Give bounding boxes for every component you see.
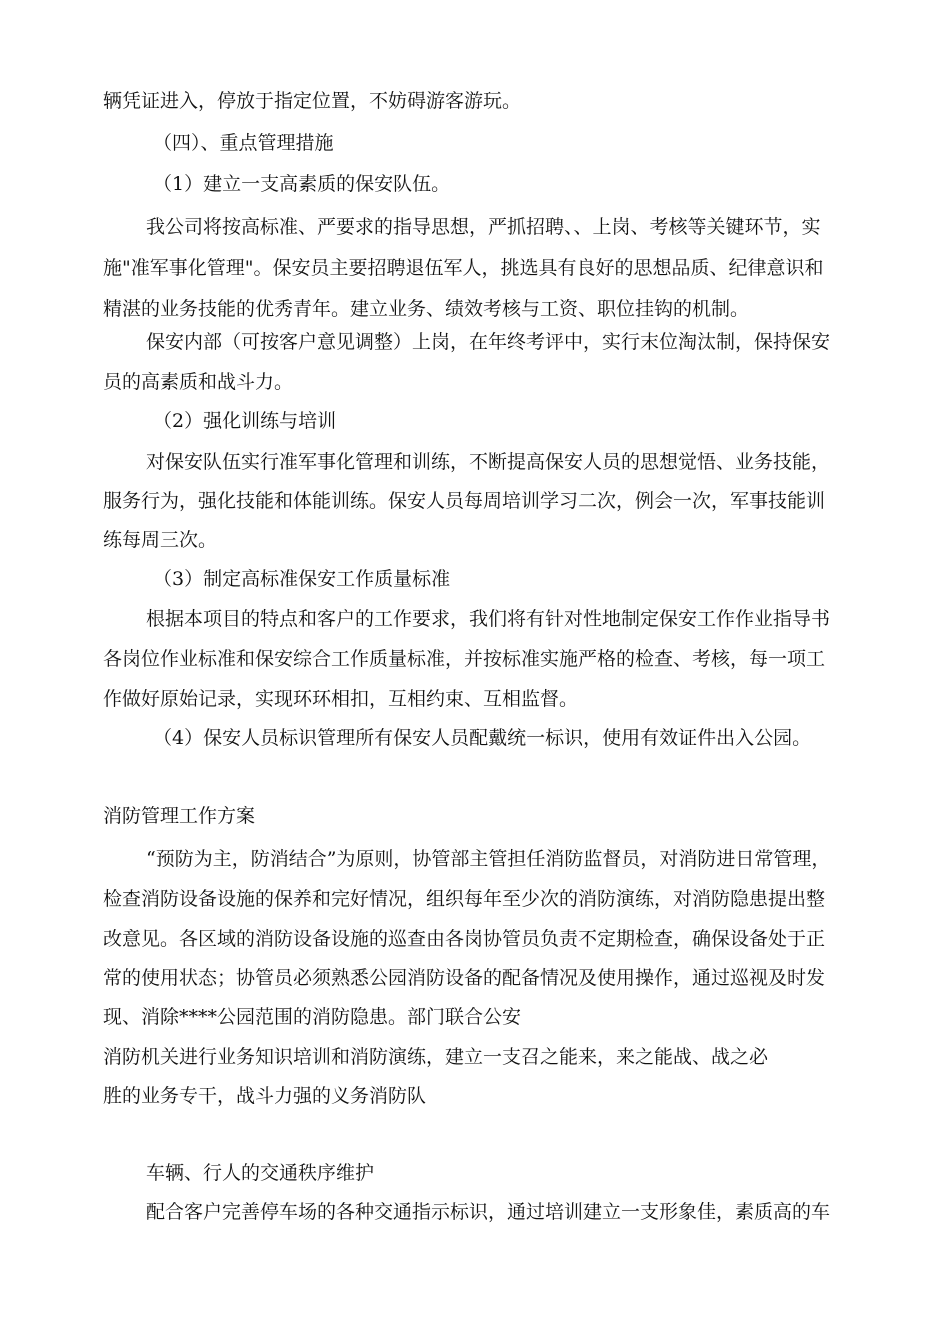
text-line: 员的高素质和战斗力。 xyxy=(103,371,294,393)
text-line: 保安内部（可按客户意见调整）上岗，在年终考评中，实行末位淘汰制，保持保安 xyxy=(146,331,831,353)
text-line: 作做好原始记录，实现环环相扣，互相约束、互相监督。 xyxy=(103,688,579,710)
text-line: 我公司将按高标准、严要求的指导思想，严抓招聘、、上岗、考核等关键环节，实 xyxy=(146,216,821,238)
text-line: 胜的业务专干，战斗力强的义务消防队 xyxy=(103,1085,427,1107)
text-line: 消防机关进行业务知识培训和消防演练，建立一支召之能来，来之能战、战之必 xyxy=(103,1046,769,1068)
text-line: 常的使用状态；协管员必须熟悉公园消防设备的配备情况及使用操作，通过巡视及时发 xyxy=(103,967,826,989)
subsection-heading: （1）建立一支高素质的保安队伍。 xyxy=(153,173,451,195)
text-line: “预防为主，防消结合”为原则，协管部主管担任消防监督员，对消防进日常管理， xyxy=(146,848,831,870)
text-line: 服务行为，强化技能和体能训练。保安人员每周培训学习二次，例会一次，军事技能训 xyxy=(103,490,826,512)
text-line: 各岗位作业标准和保安综合工作质量标准，并按标准实施严格的检查、考核，每一项工 xyxy=(103,648,826,670)
section-heading: 消防管理工作方案 xyxy=(103,805,256,827)
text-line: （4）保安人员标识管理所有保安人员配戴统一标识，使用有效证件出入公园。 xyxy=(153,727,812,749)
text-line: 检查消防设备设施的保养和完好情况，组织每年至少次的消防演练，对消防隐患提出整 xyxy=(103,888,826,910)
section-heading: （四）、重点管理措施 xyxy=(153,132,334,154)
text-line: 对保安队伍实行准军事化管理和训练，不断提高保安人员的思想觉悟、业务技能， xyxy=(146,451,831,473)
subsection-heading: （3）制定高标准保安工作质量标准 xyxy=(153,568,451,590)
text-line: 根据本项目的特点和客户的工作要求，我们将有针对性地制定保安工作作业指导书 xyxy=(146,608,831,630)
text-line: 配合客户完善停车场的各种交通指示标识，通过培训建立一支形象佳，素质高的车 xyxy=(146,1201,831,1223)
text-line: 现、消除****公园范围的消防隐患。部门联合公安 xyxy=(103,1006,522,1028)
section-heading: 车辆、行人的交通秩序维护 xyxy=(146,1162,375,1184)
text-line: 施"准军事化管理"。保安员主要招聘退伍军人，挑选具有良好的思想品质、纪律意识和 xyxy=(103,257,824,279)
text-line: 练每周三次。 xyxy=(103,529,218,551)
subsection-heading: （2）强化训练与培训 xyxy=(153,410,337,432)
text-line: 辆凭证进入，停放于指定位置，不妨碍游客游玩。 xyxy=(103,90,522,112)
text-line: 改意见。各区域的消防设备设施的巡查由各岗协管员负责不定期检查，确保设备处于正 xyxy=(103,928,826,950)
text-line: 精湛的业务技能的优秀青年。建立业务、绩效考核与工资、职位挂钩的机制。 xyxy=(103,298,750,320)
